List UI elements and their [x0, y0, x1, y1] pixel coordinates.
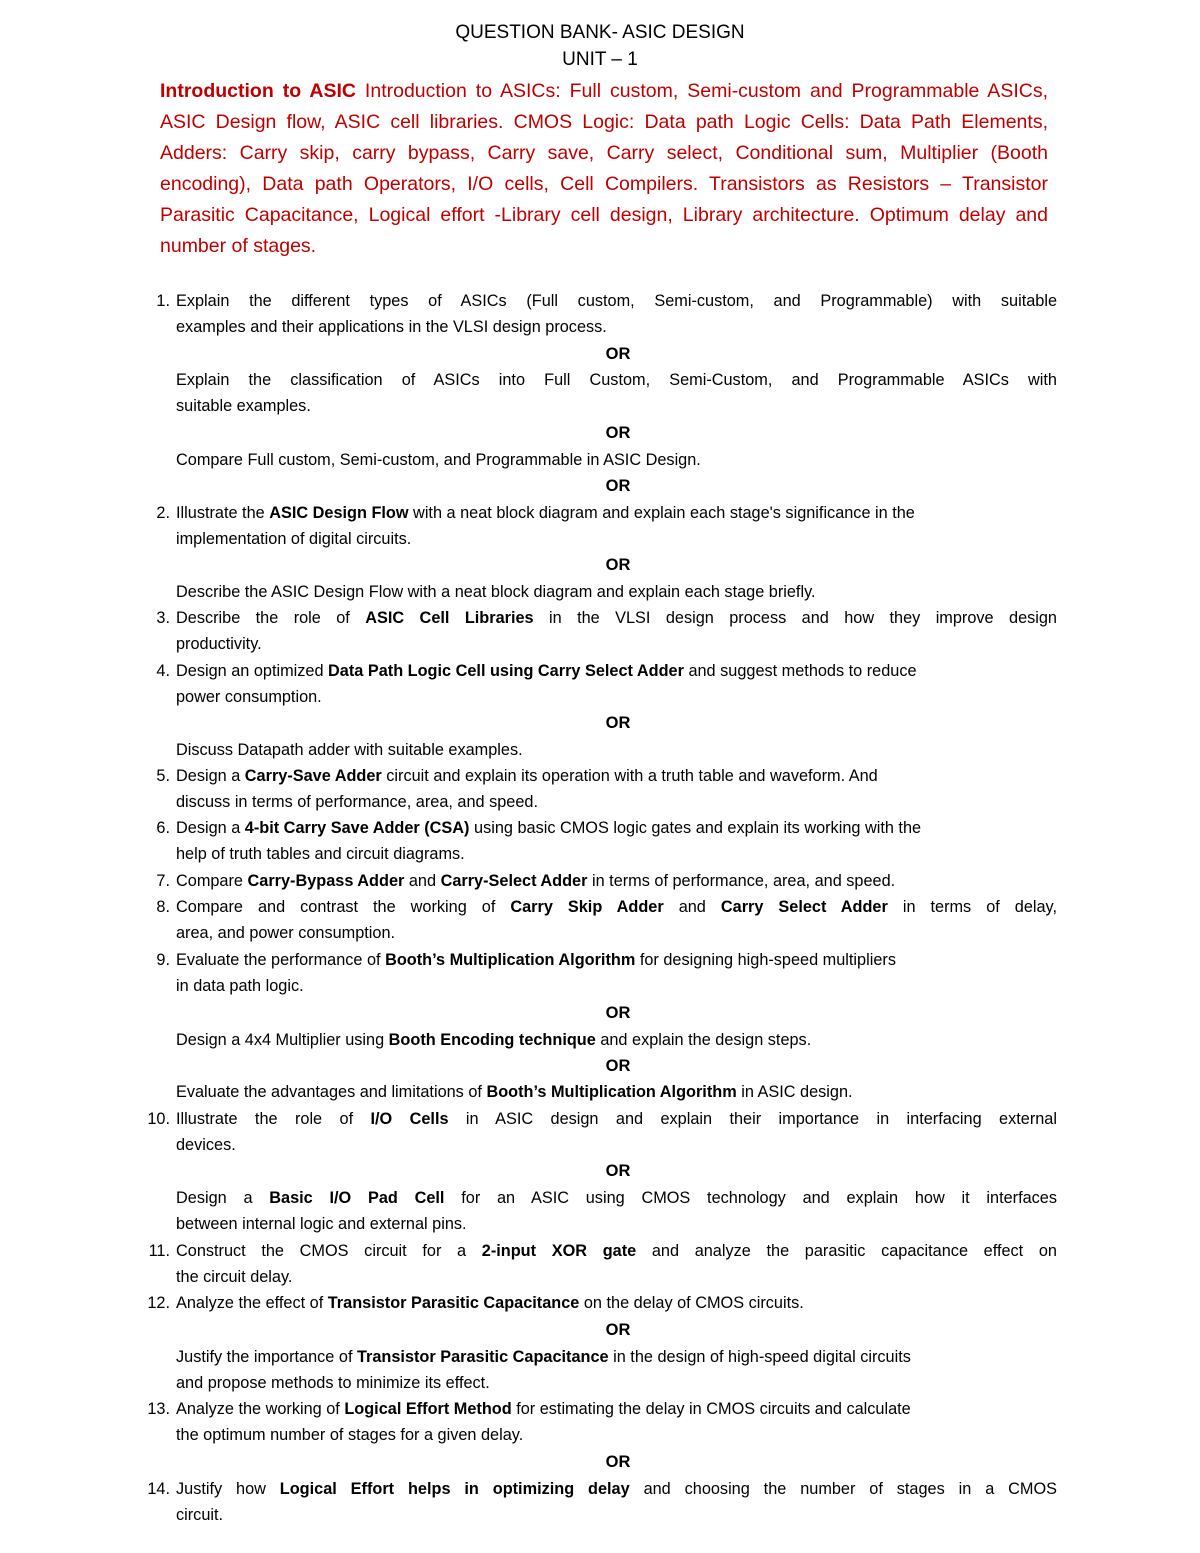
question-number: 5.	[156, 767, 170, 785]
question-line: Describe the ASIC Design Flow with a neat block diagram and explain each stage briefly.	[176, 583, 816, 601]
question-line: implementation of digital circuits.	[176, 530, 412, 548]
question-line: Compare and contrast the working of Carry Skip Adder and Carry Select Adder in terms of delay,	[176, 898, 1057, 916]
question-line: power consumption.	[176, 688, 322, 706]
question-number: 12.	[147, 1294, 170, 1312]
key-term: Carry-Select Adder	[440, 872, 588, 890]
question-number: 4.	[156, 662, 170, 680]
key-term: Booth’s Multiplication Algorithm	[486, 1083, 737, 1101]
question-line: and propose methods to minimize its effect.	[176, 1374, 490, 1392]
question-number: 11.	[148, 1242, 170, 1260]
question-number: 9.	[156, 951, 170, 969]
question-line: Compare Carry-Bypass Adder and Carry-Select Adder in terms of performance, area, and speed.	[176, 872, 896, 890]
question-line: circuit.	[176, 1506, 224, 1524]
question-line: Explain the classification of ASICs into Full Custom, Semi-Custom, and Programmable ASICs with	[176, 371, 1057, 389]
question-line: Illustrate the ASIC Design Flow with a neat block diagram and explain each stage's significance in the	[176, 504, 915, 522]
or-separator: OR	[605, 424, 631, 442]
question-number: 8.	[156, 898, 170, 916]
question-line: Illustrate the role of I/O Cells in ASIC design and explain their importance in interfacing external	[176, 1110, 1057, 1128]
question-number: 1.	[156, 292, 170, 310]
or-separator: OR	[605, 345, 631, 363]
unit-title: UNIT – 1	[562, 49, 638, 70]
question-line: the circuit delay.	[176, 1268, 293, 1286]
document-title: QUESTION BANK- ASIC DESIGN	[455, 22, 745, 43]
question-line: Describe the role of ASIC Cell Libraries in the VLSI design process and how they improve design	[176, 609, 1057, 627]
key-term: Carry Select Adder	[720, 898, 888, 916]
question-line: between internal logic and external pins.	[176, 1215, 467, 1233]
key-term: Carry Skip Adder	[510, 898, 664, 916]
question-line: Design a 4-bit Carry Save Adder (CSA) using basic CMOS logic gates and explain its working with the	[176, 819, 922, 837]
or-separator: OR	[605, 556, 631, 574]
or-separator: OR	[605, 1453, 631, 1471]
question-line: help of truth tables and circuit diagrams.	[176, 845, 465, 863]
key-term: 4-bit Carry Save Adder (CSA)	[244, 819, 470, 837]
question-number: 6.	[156, 819, 170, 837]
question-line: the optimum number of stages for a given delay.	[176, 1426, 524, 1444]
question-line: Design a Basic I/O Pad Cell for an ASIC using CMOS technology and explain how it interfaces	[176, 1189, 1057, 1207]
key-term: Logical Effort Method	[344, 1400, 512, 1418]
question-line: suitable examples.	[176, 397, 311, 415]
question-line: Justify how Logical Effort helps in optimizing delay and choosing the number of stages in a CMOS	[176, 1480, 1057, 1498]
question-number: 7.	[156, 872, 170, 890]
question-line: discuss in terms of performance, area, and speed.	[176, 793, 538, 811]
or-separator: OR	[605, 1057, 631, 1075]
key-term: Transistor Parasitic Capacitance	[327, 1294, 580, 1312]
key-term: Data Path Logic Cell using Carry Select Adder	[328, 662, 684, 680]
question-line: Evaluate the performance of Booth’s Multiplication Algorithm for designing high-speed multipliers	[176, 951, 896, 969]
key-term: Booth’s Multiplication Algorithm	[385, 951, 636, 969]
key-term: Basic I/O Pad Cell	[269, 1189, 445, 1207]
question-line: in data path logic.	[176, 977, 304, 995]
key-term: I/O Cells	[370, 1110, 449, 1128]
or-separator: OR	[605, 1321, 631, 1339]
question-number: 2.	[156, 504, 170, 522]
question-line: Design a 4x4 Multiplier using Booth Encoding technique and explain the design steps.	[176, 1031, 812, 1049]
or-separator: OR	[605, 714, 631, 732]
question-line: devices.	[176, 1136, 236, 1154]
syllabus-heading: Introduction to ASIC	[160, 80, 356, 102]
question-line: Compare Full custom, Semi-custom, and Programmable in ASIC Design.	[176, 451, 701, 469]
key-term: ASIC Cell Libraries	[365, 609, 534, 627]
key-term: Carry-Save Adder	[244, 767, 382, 785]
syllabus-text: Introduction to ASICs: Full custom, Semi-custom and Programmable ASICs, ASIC Design flow, ASIC cell libraries. CMOS Logic: Data path Logic Cells: Data Path Elements, Adders: Carry skip, carry bypass, Carry save, Carry select, Conditional sum, Multiplier (Booth encoding), Data path Operators, I/O cells, Cell Compilers. Transistors as Resistors – Transistor Parasitic Capacitance, Logical effort -Library cell design, Library architecture. Optimum delay and number of stages.	[160, 80, 1048, 257]
question-number: 10.	[147, 1110, 170, 1128]
question-line: Analyze the working of Logical Effort Method for estimating the delay in CMOS circuits and calculate	[176, 1400, 911, 1418]
question-line: Justify the importance of Transistor Parasitic Capacitance in the design of high-speed digital circuits	[176, 1348, 911, 1366]
question-line: area, and power consumption.	[176, 924, 396, 942]
question-line: Design a Carry-Save Adder circuit and explain its operation with a truth table and waveform. And	[176, 767, 878, 785]
question-line: Construct the CMOS circuit for a 2-input XOR gate and analyze the parasitic capacitance effect on	[176, 1242, 1057, 1260]
question-number: 13.	[147, 1400, 170, 1418]
question-line: Explain the different types of ASICs (Full custom, Semi-custom, and Programmable) with suitable	[176, 292, 1057, 310]
question-line: productivity.	[176, 635, 262, 653]
question-line: Discuss Datapath adder with suitable examples.	[176, 741, 523, 759]
or-separator: OR	[605, 1004, 631, 1022]
key-term: ASIC Design Flow	[269, 504, 409, 522]
or-separator: OR	[605, 1162, 631, 1180]
question-line: examples and their applications in the VLSI design process.	[176, 318, 607, 336]
key-term: Booth Encoding technique	[388, 1031, 596, 1049]
key-term: Transistor Parasitic Capacitance	[357, 1348, 609, 1366]
question-number: 14.	[147, 1480, 170, 1498]
key-term: 2-input XOR gate	[481, 1242, 637, 1260]
question-number: 3.	[156, 609, 170, 627]
question-line: Design an optimized Data Path Logic Cell using Carry Select Adder and suggest methods to reduce	[176, 662, 917, 680]
question-line: Evaluate the advantages and limitations of Booth’s Multiplication Algorithm in ASIC design.	[176, 1083, 853, 1101]
question-line: Analyze the effect of Transistor Parasitic Capacitance on the delay of CMOS circuits.	[176, 1294, 804, 1312]
syllabus-paragraph	[160, 76, 1048, 262]
or-separator: OR	[605, 477, 631, 495]
key-term: Carry-Bypass Adder	[247, 872, 405, 890]
key-term: Logical Effort helps in optimizing delay	[279, 1480, 630, 1498]
